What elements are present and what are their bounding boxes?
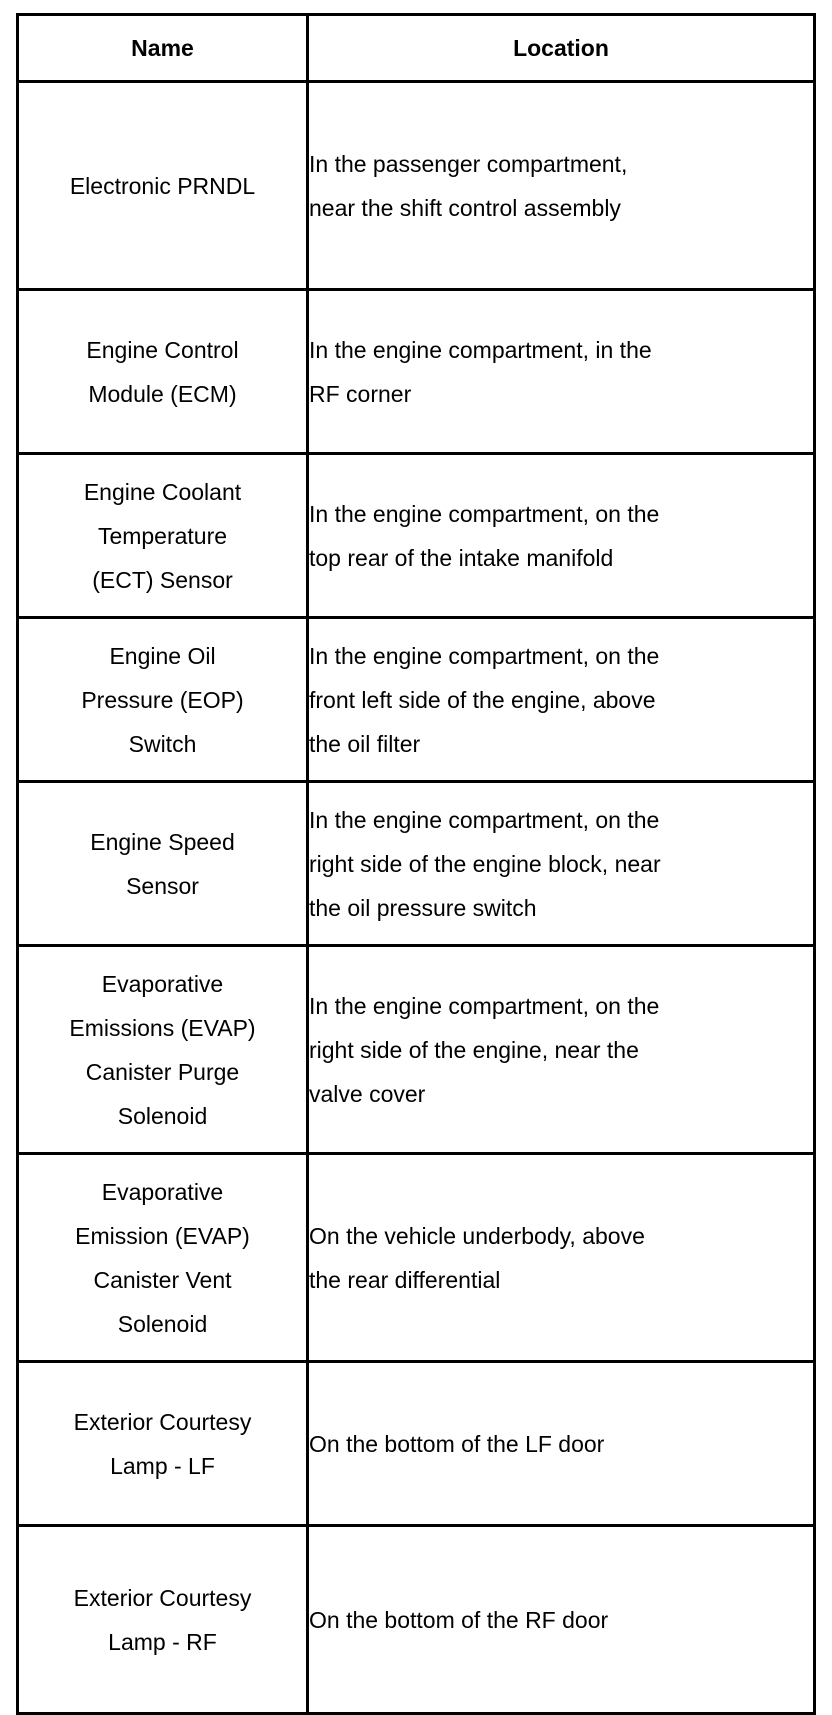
component-location-cell xyxy=(308,290,815,454)
table-row xyxy=(18,82,815,290)
component-name-line: Switch xyxy=(128,730,197,757)
component-location-line: RF corner xyxy=(309,380,412,407)
component-location-table xyxy=(16,13,816,1715)
component-name-line: Solenoid xyxy=(117,1310,208,1337)
table-row xyxy=(18,1154,815,1362)
component-location-cell xyxy=(308,1526,815,1714)
component-location-cell xyxy=(308,946,815,1154)
component-name-cell xyxy=(18,946,308,1154)
component-location-line: right side of the engine block, near xyxy=(309,850,661,877)
component-location-line: valve cover xyxy=(309,1080,426,1107)
table-row xyxy=(18,782,815,946)
table-row xyxy=(18,946,815,1154)
header-name: Name xyxy=(18,15,308,82)
component-location-line: In the passenger compartment, xyxy=(309,150,628,177)
component-location-cell xyxy=(308,618,815,782)
component-name-line: Temperature xyxy=(97,522,228,549)
component-location-line: front left side of the engine, above xyxy=(309,686,656,713)
component-location-line: In the engine compartment, on the xyxy=(309,500,660,527)
component-location-line: the rear differential xyxy=(309,1266,501,1293)
component-name-line: Engine Speed xyxy=(90,828,235,855)
component-name-line: Module (ECM) xyxy=(88,380,237,407)
component-location-line: top rear of the intake manifold xyxy=(309,544,614,571)
component-name-line: Canister Vent xyxy=(93,1266,232,1293)
component-name-line: Emissions (EVAP) xyxy=(69,1014,256,1041)
table-row xyxy=(18,290,815,454)
component-location-line: In the engine compartment, on the xyxy=(309,806,660,833)
component-location-line: On the bottom of the RF door xyxy=(309,1606,609,1633)
component-location-cell xyxy=(308,454,815,618)
component-location-cell xyxy=(308,1362,815,1526)
component-location-line: On the vehicle underbody, above xyxy=(309,1222,645,1249)
component-location-cell xyxy=(308,782,815,946)
component-name-line: Pressure (EOP) xyxy=(81,686,244,713)
component-name-line: Lamp - LF xyxy=(110,1452,215,1479)
component-name-line: Engine Coolant xyxy=(83,478,242,505)
component-location-line: In the engine compartment, in the xyxy=(309,336,652,363)
component-name-line: Exterior Courtesy xyxy=(73,1408,252,1435)
component-name-line: Evaporative xyxy=(101,970,224,997)
component-location-line: In the engine compartment, on the xyxy=(309,642,660,669)
component-name-line: (ECT) Sensor xyxy=(92,566,233,593)
component-location-line: the oil filter xyxy=(309,730,421,757)
component-name-line: Lamp - RF xyxy=(108,1628,217,1655)
component-location-line: near the shift control assembly xyxy=(309,194,621,221)
table-header-row xyxy=(18,15,815,82)
component-name-cell xyxy=(18,782,308,946)
component-name-line: Solenoid xyxy=(117,1102,208,1129)
component-name-cell xyxy=(18,618,308,782)
component-name-line: Engine Oil xyxy=(109,642,216,669)
table-row xyxy=(18,1362,815,1526)
component-location-cell xyxy=(308,1154,815,1362)
component-name-cell xyxy=(18,290,308,454)
component-name-cell xyxy=(18,1154,308,1362)
component-location-line: the oil pressure switch xyxy=(309,894,537,921)
component-name-cell xyxy=(18,454,308,618)
table-row xyxy=(18,618,815,782)
component-name-line: Emission (EVAP) xyxy=(75,1222,250,1249)
component-name-line: Exterior Courtesy xyxy=(73,1584,252,1611)
table-row xyxy=(18,454,815,618)
component-name-line: Engine Control xyxy=(86,336,239,363)
header-location: Location xyxy=(308,15,815,82)
component-name-line: Canister Purge xyxy=(85,1058,240,1085)
component-location-line: In the engine compartment, on the xyxy=(309,992,660,1019)
component-name-line: Sensor xyxy=(126,872,199,899)
component-location-line: On the bottom of the LF door xyxy=(309,1430,605,1457)
component-location-cell xyxy=(308,82,815,290)
component-name-line: Electronic PRNDL xyxy=(69,172,256,199)
table-row xyxy=(18,1526,815,1714)
component-name-cell xyxy=(18,82,308,290)
table-body xyxy=(18,82,815,1714)
component-location-line: right side of the engine, near the xyxy=(309,1036,639,1063)
component-name-cell xyxy=(18,1526,308,1714)
component-name-line: Evaporative xyxy=(101,1178,224,1205)
component-name-cell xyxy=(18,1362,308,1526)
